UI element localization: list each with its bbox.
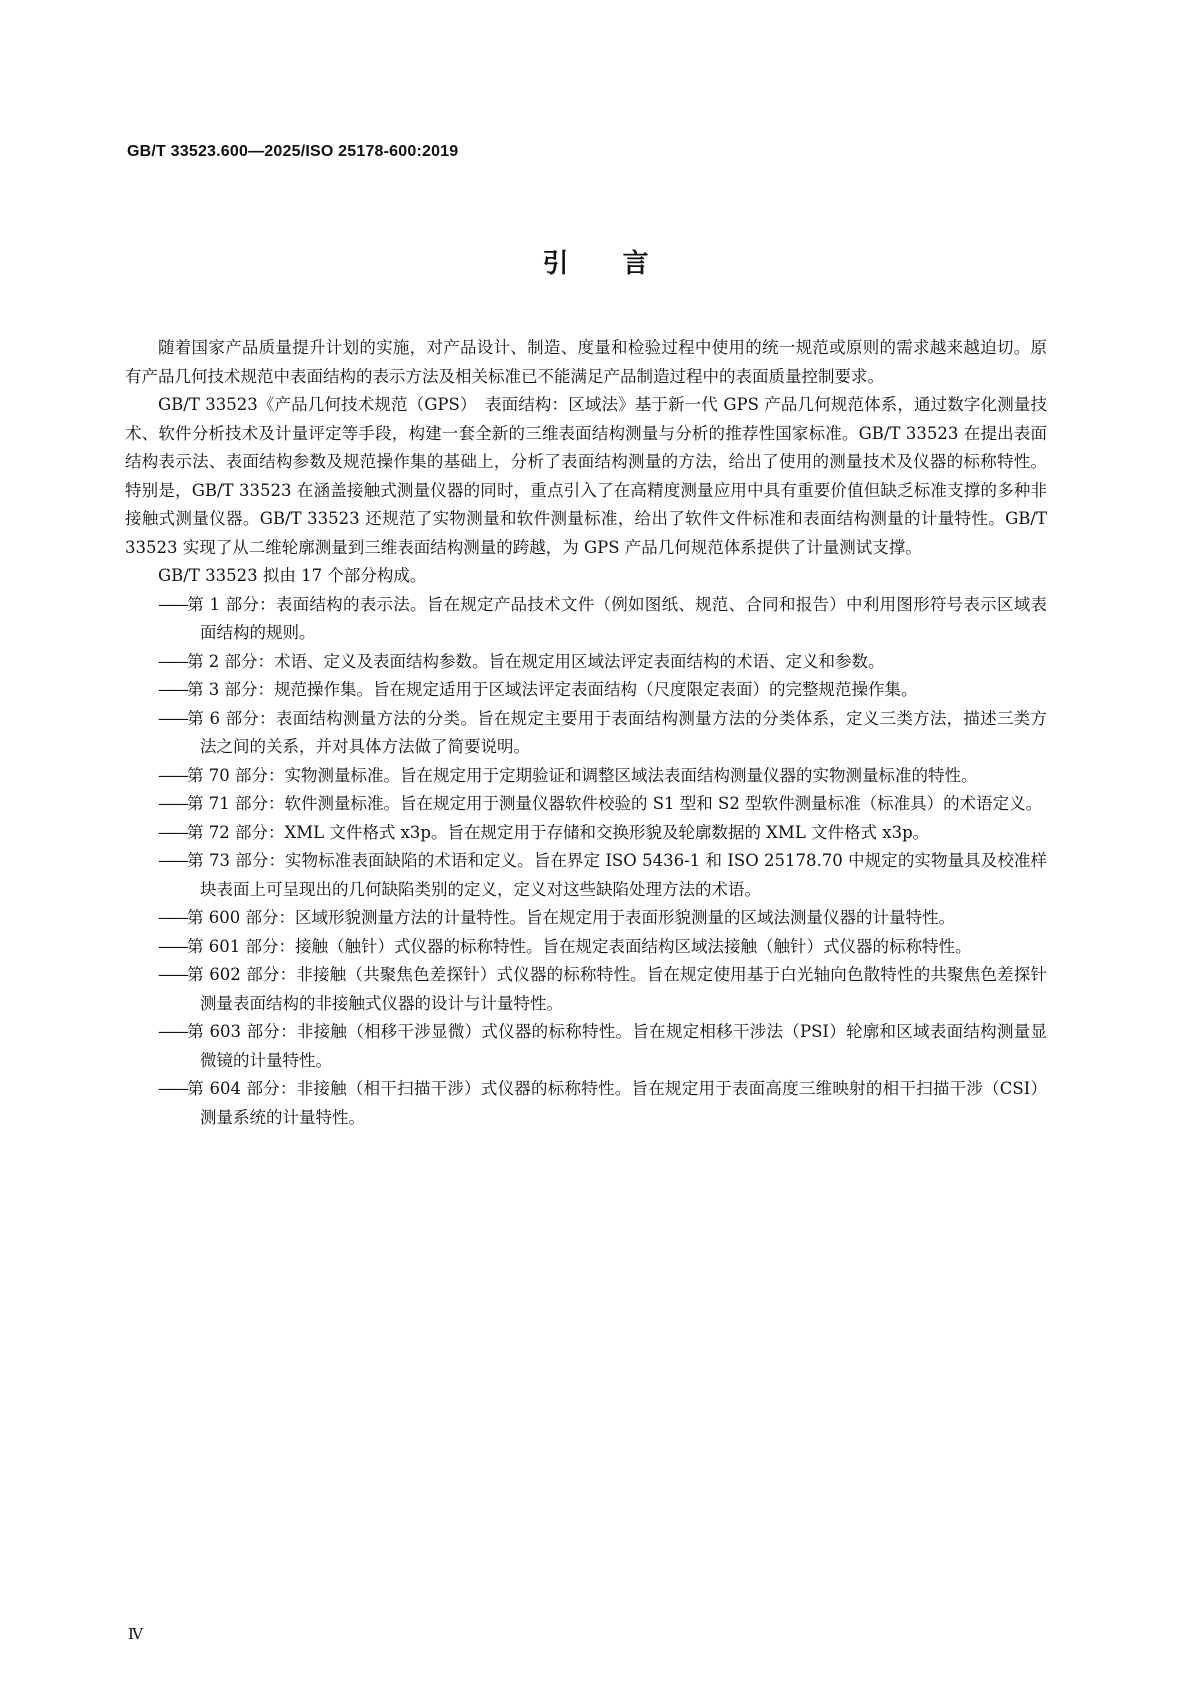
part-text: 第 71 部分：软件测量标准。旨在规定用于测量仪器软件校验的 S1 型和 S2 型软件测量标准（标准具）的术语定义。 (187, 794, 1043, 813)
part-text: 第 2 部分：术语、定义及表面结构参数。旨在规定用区域法评定表面结构的术语、定义和参数。 (187, 651, 885, 671)
paragraph-parts-intro: GB/T 33523 拟由 17 个部分构成。 (158, 566, 427, 585)
em-dash: —— (158, 1079, 187, 1098)
part-text: 第 6 部分：表面结构测量方法的分类。旨在规定主要用于表面结构测量方法的分类体系，定义三类方法，描述三类方法之间的关系，并对具体方法做了简要说明。 (187, 708, 1047, 756)
em-dash: —— (158, 594, 187, 614)
em-dash: —— (158, 708, 187, 728)
em-dash: —— (158, 851, 187, 870)
part-text: 第 1 部分：表面结构的表示法。旨在规定产品技术文件（例如图纸、规范、合同和报告）中利用图形符号表示区域表面结构的规则。 (187, 594, 1047, 642)
part-text: 第 72 部分：XML 文件格式 x3p。旨在规定用于存储和交换形貌及轮廓数据的 XML 文件格式 x3p。 (187, 822, 930, 842)
introduction-body (125, 334, 1047, 1132)
list-item (125, 961, 1047, 1018)
standard-number-header: GB/T 33523.600—2025/ISO 25178-600:2019 (127, 143, 459, 160)
em-dash: —— (158, 1022, 187, 1041)
em-dash: —— (158, 822, 187, 842)
list-item (125, 1018, 1047, 1075)
section-title: 引言 (542, 249, 703, 279)
em-dash: —— (158, 651, 187, 671)
list-item (125, 705, 1047, 762)
list-item (125, 1075, 1047, 1132)
parts-list (125, 591, 1047, 1133)
part-text: 第 601 部分：接触（触针）式仪器的标称特性。旨在规定表面结构区域法接触（触针）式仪器的标称特性。 (187, 936, 972, 956)
em-dash: —— (158, 765, 187, 785)
list-item (125, 676, 1047, 705)
paragraph-background: 随着国家产品质量提升计划的实施，对产品设计、制造、度量和检验过程中使用的统一规范或原则的需求越来越迫切。原有产品几何技术规范中表面结构的表示方法及相关标准已不能满足产品制造过程中的表面质量控制要求。 (125, 338, 1047, 386)
em-dash: —— (158, 936, 187, 956)
list-item (125, 762, 1047, 791)
list-item (125, 648, 1047, 677)
part-text: 第 70 部分：实物测量标准。旨在规定用于定期验证和调整区域法表面结构测量仪器的实物测量标准的特性。 (187, 765, 978, 785)
list-item (125, 790, 1047, 819)
em-dash: —— (158, 794, 187, 813)
part-text: 第 604 部分：非接触（相干扫描干涉）式仪器的标称特性。旨在规定用于表面高度三维映射的相干扫描干涉（CSI）测量系统的计量特性。 (187, 1079, 1047, 1127)
list-item (125, 904, 1047, 933)
list-item (125, 933, 1047, 962)
page-number: Ⅳ (128, 1625, 143, 1643)
em-dash: —— (158, 680, 187, 699)
part-text: 第 602 部分：非接触（共聚焦色差探针）式仪器的标称特性。旨在规定使用基于白光轴向色散特性的共聚焦色差探针测量表面结构的非接触式仪器的设计与计量特性。 (187, 965, 1047, 1013)
em-dash: —— (158, 908, 187, 927)
paragraph-standard-overview: GB/T 33523《产品几何技术规范（GPS） 表面结构：区域法》基于新一代 GPS 产品几何规范体系，通过数字化测量技术、软件分析技术及计量评定等手段，构建一套全新的三维表面结构测量与分析的推荐性国家标准。GB/T 33523 在提出表面结构表示法、表面结构参数及规范操作集的基础上，分析了表面结构测量的方法，给出了使用的测量技术及仪器的标称特性。特别是，GB/T 33523 在涵盖接触式测量仪器的同时，重点引入了在高精度测量应用中具有重要价值但缺乏标准支撑的多种非接触式测量仪器。GB/T 33523 还规范了实物测量和软件测量标准，给出了软件文件标准和表面结构测量的计量特性。GB/T 33523 实现了从二维轮廓测量到三维表面结构测量的跨越，为 GPS 产品几何规范体系提供了计量测试支撑。 (125, 395, 1047, 557)
list-item (125, 591, 1047, 648)
list-item (125, 847, 1047, 904)
em-dash: —— (158, 965, 187, 984)
part-text: 第 603 部分：非接触（相移干涉显微）式仪器的标称特性。旨在规定相移干涉法（PSI）轮廓和区域表面结构测量显微镜的计量特性。 (187, 1022, 1047, 1070)
list-item (125, 819, 1047, 848)
part-text: 第 73 部分：实物标准表面缺陷的术语和定义。旨在界定 ISO 5436-1 和 ISO 25178.70 中规定的实物量具及校准样块表面上可呈现出的几何缺陷类别的定义，定义对这些缺陷处理方法的术语。 (187, 851, 1047, 899)
part-text: 第 3 部分：规范操作集。旨在规定适用于区域法评定表面结构（尺度限定表面）的完整规范操作集。 (187, 680, 918, 699)
part-text: 第 600 部分：区域形貌测量方法的计量特性。旨在规定用于表面形貌测量的区域法测量仪器的计量特性。 (187, 908, 955, 927)
